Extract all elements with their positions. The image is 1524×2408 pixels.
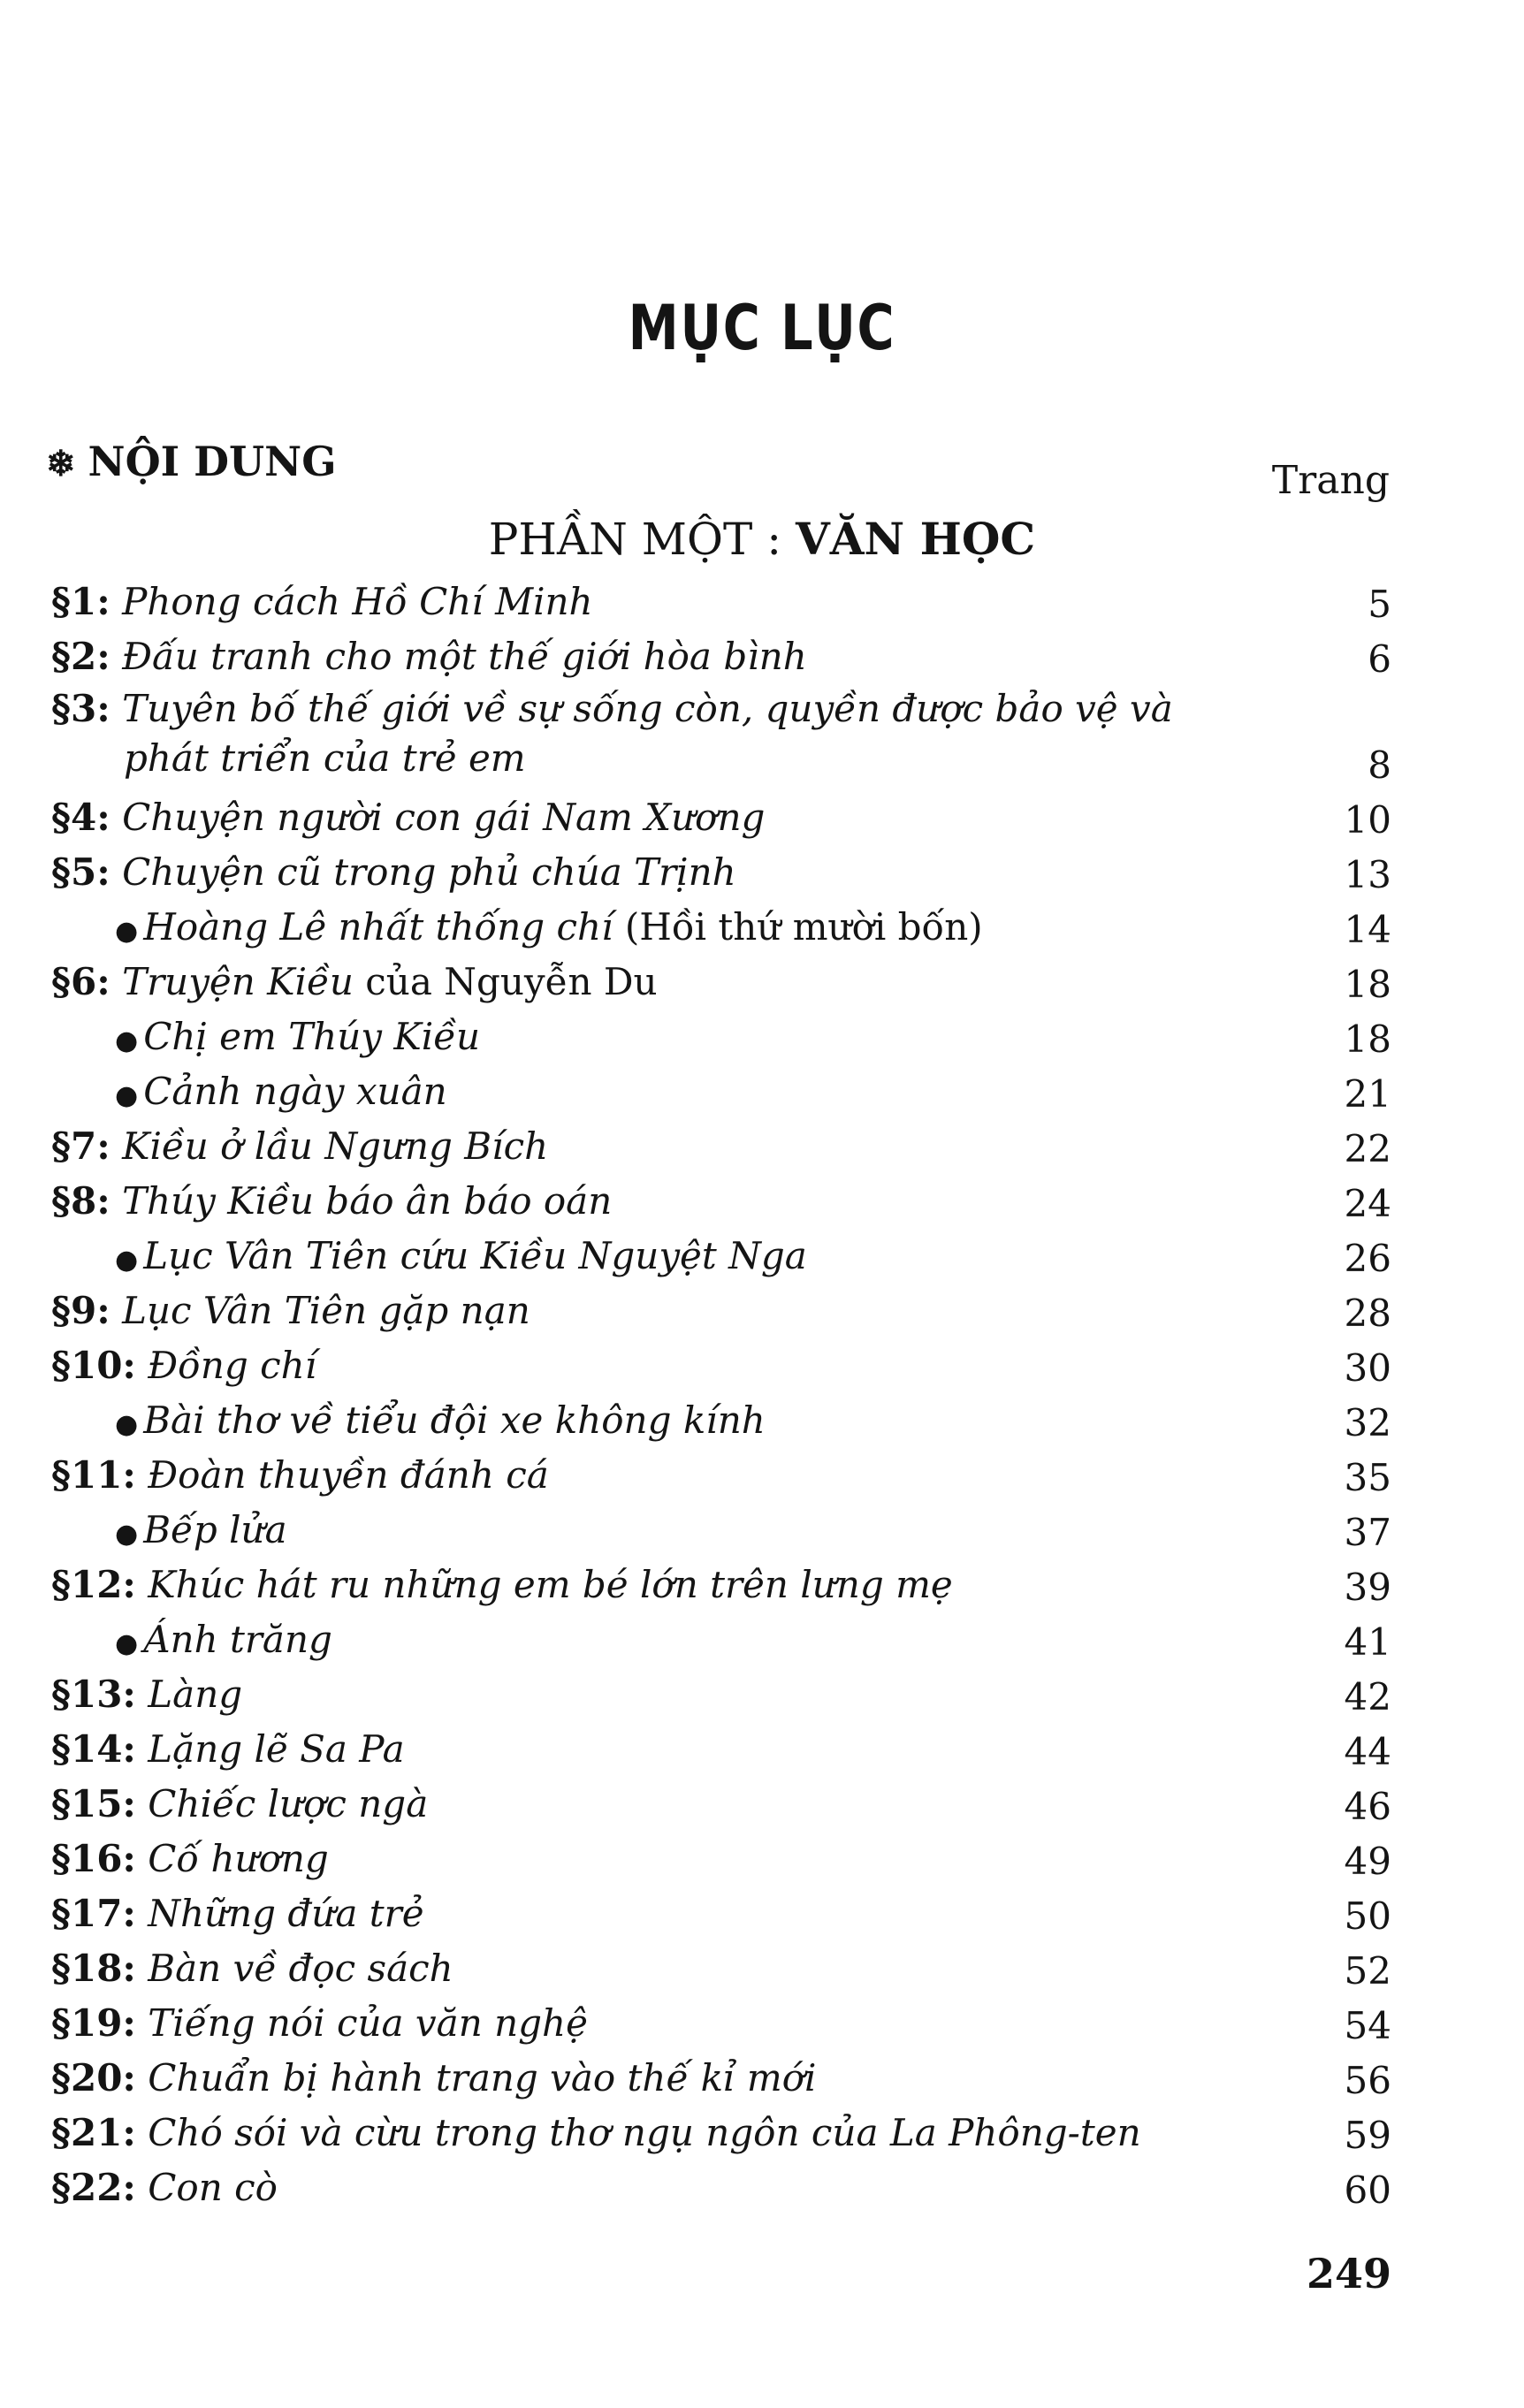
entry-title: Đấu tranh cho một thế giới hòa bình (122, 635, 807, 678)
entry-page: 18 (1344, 963, 1391, 1006)
entry-page: 49 (1344, 1840, 1391, 1883)
entry-number: §6: (51, 960, 110, 1003)
entry-title: Phong cách Hồ Chí Minh (122, 580, 593, 623)
bullet-icon: ● (115, 1025, 139, 1056)
toc-entry (51, 1667, 1391, 1722)
toc-entry (51, 575, 1391, 629)
entry-title: Chuyện người con gái Nam Xương (122, 796, 766, 839)
toc-entry (51, 1448, 1391, 1503)
toc-entry (51, 2051, 1391, 2106)
entry-page: 26 (1344, 1237, 1391, 1280)
entry-title: Con cò (148, 2166, 278, 2209)
entry-title: Ánh trăng (143, 1618, 332, 1661)
entry-extra: của Nguyễn Du (365, 960, 658, 1003)
entry-title: Lục Vân Tiên cứu Kiều Nguyệt Nga (143, 1234, 807, 1277)
entry-number: §15: (51, 1782, 136, 1825)
entry-page: 59 (1344, 2114, 1391, 2157)
entry-number: §5: (51, 850, 110, 894)
section-heading (46, 438, 337, 485)
entry-page: 14 (1344, 908, 1391, 951)
entry-page: 28 (1344, 1292, 1391, 1335)
entry-title: Chuyện cũ trong phủ chúa Trịnh (122, 850, 736, 894)
entry-number: §12: (51, 1563, 136, 1606)
toc-entry (51, 1338, 1391, 1393)
bullet-icon: ● (115, 1628, 139, 1659)
toc-entry (51, 790, 1391, 845)
entry-number: §7: (51, 1124, 110, 1168)
toc-subentry (51, 1064, 1391, 1119)
entry-title: Bài thơ về tiểu đội xe không kính (143, 1398, 766, 1442)
entry-page: 32 (1344, 1401, 1391, 1444)
bullet-icon: ● (115, 1080, 139, 1111)
entry-number: §9: (51, 1289, 110, 1332)
entry-page: 24 (1344, 1182, 1391, 1225)
entry-number: §11: (51, 1453, 136, 1497)
entry-number: §8: (51, 1179, 110, 1223)
entry-title: Kiều ở lầu Ngưng Bích (122, 1124, 549, 1168)
entry-page: 8 (1368, 743, 1391, 787)
toc-entry (51, 2106, 1391, 2160)
toc-entry (51, 1832, 1391, 1886)
entry-page: 30 (1344, 1346, 1391, 1390)
entry-page: 50 (1344, 1894, 1391, 1938)
toc-entry (51, 1777, 1391, 1832)
page-title: MỤC LỤC (628, 292, 896, 364)
toc-entry (51, 1722, 1391, 1777)
entry-title: Bàn về đọc sách (148, 1947, 453, 1990)
entry-number: §18: (51, 1947, 136, 1990)
entry-page: 10 (1344, 798, 1391, 842)
toc-entry (51, 1174, 1391, 1229)
entry-title: Cố hương (148, 1837, 329, 1880)
toc-entry (51, 1119, 1391, 1174)
page-number: 249 (1306, 2250, 1391, 2298)
entry-number: §19: (51, 2001, 136, 2045)
entry-title-continued: phát triển của trẻ em (124, 736, 526, 780)
entry-extra: (Hồi thứ mười bốn) (624, 905, 983, 949)
toc-entry (51, 1284, 1391, 1338)
entry-page: 46 (1344, 1785, 1391, 1828)
entry-page: 18 (1344, 1017, 1391, 1061)
entry-number: §2: (51, 635, 110, 678)
page-column-label: Trang (1271, 458, 1390, 503)
entry-title: Thúy Kiều báo ân báo oán (122, 1179, 613, 1223)
toc-list (51, 575, 1391, 2215)
entry-title: Đoàn thuyền đánh cá (148, 1453, 549, 1497)
bullet-icon: ● (115, 916, 139, 947)
entry-title: Khúc hát ru những em bé lớn trên lưng mẹ (148, 1563, 953, 1606)
bullet-icon: ● (115, 1409, 139, 1440)
section-label: NỘI DUNG (88, 438, 337, 485)
entry-number: §10: (51, 1344, 136, 1387)
entry-page: 35 (1344, 1456, 1391, 1499)
entry-page: 6 (1368, 637, 1391, 681)
bullet-icon: ● (115, 1519, 139, 1550)
entry-title: Những đứa trẻ (148, 1892, 424, 1935)
entry-page: 41 (1344, 1620, 1391, 1664)
entry-number: §16: (51, 1837, 136, 1880)
entry-number: §13: (51, 1673, 136, 1716)
entry-title: Bếp lửa (143, 1508, 287, 1551)
snowflake-icon: ❄ (46, 443, 76, 484)
entry-title: Chuẩn bị hành trang vào thế kỉ mới (148, 2056, 817, 2099)
toc-entry (51, 1558, 1391, 1612)
entry-page: 56 (1344, 2059, 1391, 2102)
part-name: VĂN HỌC (795, 513, 1036, 565)
entry-title: Chị em Thúy Kiều (143, 1015, 481, 1058)
entry-page: 21 (1344, 1072, 1391, 1116)
entry-number: §22: (51, 2166, 136, 2209)
toc-subentry (51, 1503, 1391, 1558)
entry-page: 42 (1344, 1675, 1391, 1718)
toc-entry (51, 2160, 1391, 2215)
entry-title: Tiếng nói của văn nghệ (148, 2001, 588, 2045)
entry-number: §21: (51, 2111, 136, 2154)
toc-subentry (51, 1229, 1391, 1284)
toc-entry (51, 1886, 1391, 1941)
entry-title: Cảnh ngày xuân (143, 1070, 447, 1113)
entry-page: 54 (1344, 2004, 1391, 2047)
entry-title: Truyện Kiều (122, 960, 354, 1003)
bullet-icon: ● (115, 1245, 139, 1276)
entry-page: 5 (1368, 583, 1391, 626)
toc-subentry (51, 1010, 1391, 1064)
entry-title: Đồng chí (148, 1344, 317, 1387)
part-prefix: PHẦN MỘT : (488, 514, 796, 565)
toc-entry (51, 684, 1391, 790)
entry-page: 13 (1344, 853, 1391, 896)
entry-title: Lục Vân Tiên gặp nạn (122, 1289, 530, 1332)
toc-entry (51, 1996, 1391, 2051)
entry-page: 60 (1344, 2168, 1391, 2212)
entry-number: §4: (51, 796, 110, 839)
part-heading (0, 513, 1524, 565)
toc-entry (51, 955, 1391, 1010)
toc-entry (51, 845, 1391, 900)
entry-title: Chó sói và cừu trong thơ ngụ ngôn của La Phông-ten (148, 2111, 1141, 2154)
entry-title: Hoàng Lê nhất thống chí (143, 905, 613, 949)
toc-subentry (51, 1612, 1391, 1667)
entry-number: §1: (51, 580, 110, 623)
entry-page: 52 (1344, 1949, 1391, 1993)
toc-subentry (51, 1393, 1391, 1448)
toc-entry (51, 629, 1391, 684)
entry-page: 39 (1344, 1566, 1391, 1609)
toc-entry (51, 1941, 1391, 1996)
entry-page: 44 (1344, 1730, 1391, 1773)
entry-page: 37 (1344, 1511, 1391, 1554)
entry-number: §3: (51, 687, 110, 730)
toc-subentry (51, 900, 1391, 955)
entry-number: §20: (51, 2056, 136, 2099)
entry-title: Chiếc lược ngà (148, 1782, 429, 1825)
entry-number: §17: (51, 1892, 136, 1935)
entry-title: Tuyên bố thế giới về sự sống còn, quyền được bảo vệ và (122, 687, 1173, 730)
entry-title: Lặng lẽ Sa Pa (148, 1727, 405, 1771)
entry-title: Làng (148, 1673, 243, 1716)
entry-number: §14: (51, 1727, 136, 1771)
entry-page: 22 (1344, 1127, 1391, 1170)
